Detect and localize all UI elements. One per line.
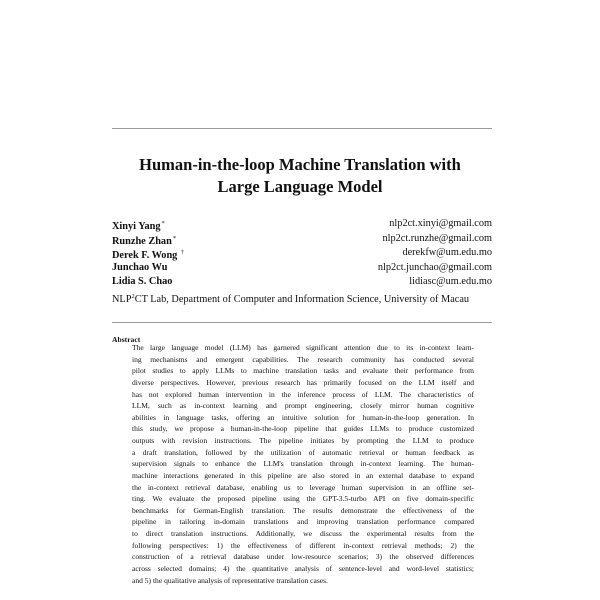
author-row [112,232,492,247]
abstract-line: ting. We evaluate the proposed pipeline using the GPT-3.5-turbo API on five domain-specific [132,494,474,504]
author-name: Runzhe Zhan* [112,234,177,247]
abstract-line: benchmarks for German-English translation. The results demonstrate the effectiveness of the [132,505,474,515]
title-line-1: Human-in-the-loop Machine Translation with [139,155,461,174]
abstract-line: LLM, such as in-context learning and prompt engineering, closely mirror human cognitive [132,401,474,411]
abstract-line: pilot studies to apply LLMs to machine translation tasks and evaluate their performance from [132,366,474,376]
abstract-line: across selected domains; 4) the quantitative analysis of sentence-level and word-level statistics; [132,563,474,573]
author-row [112,275,492,290]
author-name: Xinyi Yang* [112,220,165,232]
abstract-line: diverse perspectives. However, previous research has primarily focused on the LLM itself and [132,377,474,387]
abstract-line: outputs with revision instructions. The pipeline initiates by prompting the LLM to produce [132,436,474,445]
abstract-line: construction of a retrieval database under low-resource scenarios; 3) the observed differences [132,552,474,562]
abstract-line: pipeline in tailoring in-domain translations and improving translation performance compared [132,517,474,527]
affiliation: NLP$^2$CT Lab, Department of Computer and Information Science, University of Macau [112,292,470,305]
abstract-line: to direct translation instructions. Additionally, we discuss the experimental results from the [132,529,474,538]
top-rule [112,128,492,129]
author-mark: † [180,249,185,257]
abstract-heading: Abstract [112,335,141,344]
author-name: Lidia S. Chao [112,276,173,288]
abstract-line: and 5) the qualitative analysis of representative translation cases. [132,575,328,585]
author-name: Derek F. Wong † [112,249,185,262]
author-mark: * [161,220,165,227]
abstract-line: has not explored human intervention in the inference process of LLM. The characteristics of [132,389,474,399]
abstract-line: machine interactions generated in this pipeline are also stored in an external database to expand [132,470,474,480]
author-row [112,246,492,261]
author-email[interactable]: derekfw@um.edu.mo [402,247,492,259]
abstract-line: a draft translation, followed by the utilization of automatic retrieval or human feedback as [132,447,474,457]
author-email[interactable]: nlp2ct.junchao@gmail.com [377,261,492,273]
abstract-text [132,342,474,586]
abstract-line: The large language model (LLM) has garnered significant attention due to its in-context learn- [132,343,474,352]
author-row [112,261,492,276]
abstract-line: abilities in language tasks, offering an intuitive solution for human-in-the-loop generation. In [132,412,474,422]
abstract-line: this study, we propose a human-in-the-loop pipeline that guides LLMs to produce customized [132,424,474,434]
abstract-line: the in-context retrieval database, enabling us to leverage human supervision in an offline set- [132,482,474,492]
title-line-2: Large Language Model [217,177,383,196]
author-name: Junchao Wu [112,261,168,273]
author-email[interactable]: nlp2ct.runzhe@gmail.com [382,232,492,244]
author-email[interactable]: lidiasc@um.edu.mo [409,276,492,288]
abstract-line: following perspectives: 1) the effectiveness of different in-context retrieval methods; 2) the [132,540,474,550]
abstract-line: ing mechanisms and emergent capabilities. The research community has conducted several [132,354,474,364]
author-row [112,217,492,232]
author-email[interactable]: nlp2ct.xinyi@gmail.com [389,218,492,229]
bottom-rule [112,322,492,323]
author-block [112,217,492,305]
paper-title [100,154,500,198]
author-mark: * [172,234,177,242]
abstract-line: supervision signals to enhance the LLM's translation through in-context learning. The human- [132,459,474,469]
